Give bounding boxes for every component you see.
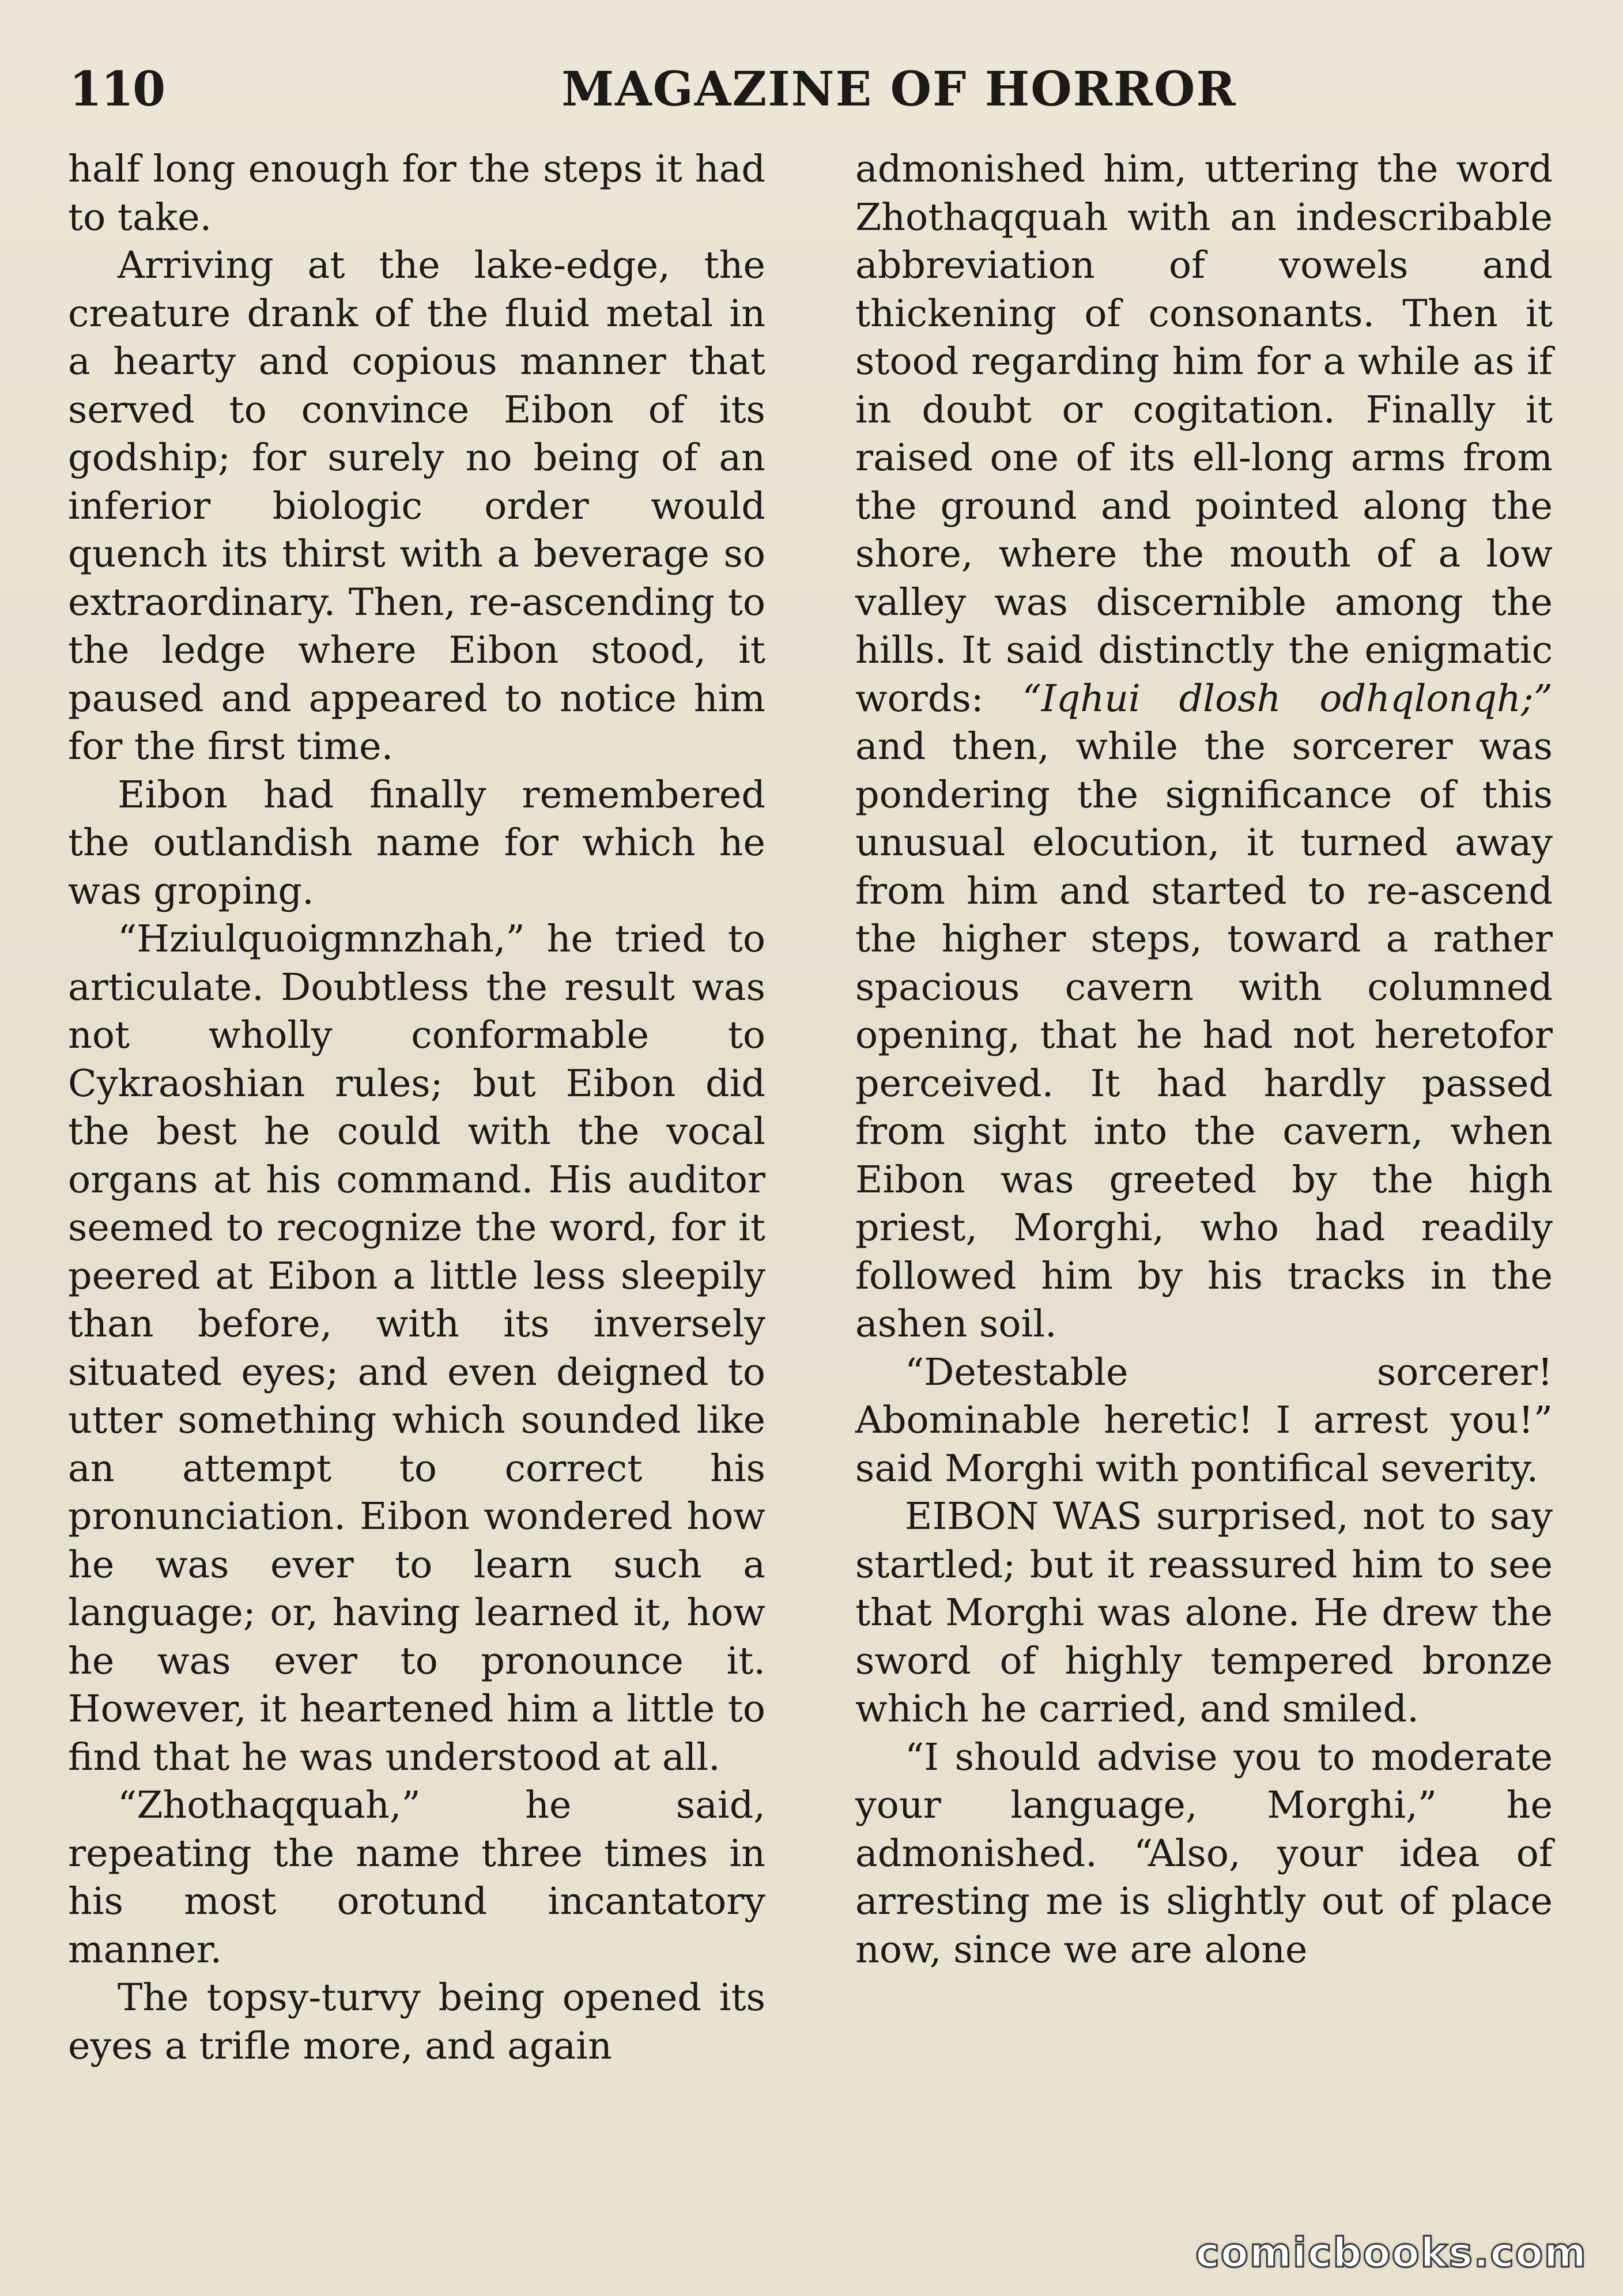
paragraph-text: admonished him, uttering the word Zhothaqquah with an indescribable abbreviation of vowels and thickening of consonants. Then it stood regarding him for a while as if in doubt or cogitation. Finally it raised one of its ell-long arms from the ground and pointed along the shore, where the mouth of a low valley was discernible among the hills. It said distinctly the enigmatic words: xyxy=(855,148,1553,720)
paragraph: “Detestable sorcerer! Abominable heretic! I arrest you!” said Morghi with pontifical severity. xyxy=(855,1350,1553,1490)
section-paragraph: EIBON WAS surprised, not to say startled; but it reassured him to see that Morghi was alone. He drew the sword of highly tempered bronze which he carried, and smiled. xyxy=(855,1495,1553,1731)
paragraph: “I should advise you to moderate your language, Morghi,” he admonished. “Also, your idea of arresting me is slightly out of place now, since we are alone xyxy=(855,1735,1553,1972)
enigmatic-words: “Iqhui dlosh odhqlonqh;” xyxy=(1022,677,1553,720)
paragraph xyxy=(855,145,1553,1349)
left-column xyxy=(68,145,765,2070)
running-head xyxy=(69,52,1550,127)
page-number: 110 xyxy=(69,62,165,117)
paragraph-text: and then, while the sorcerer was pondering the significance of this unusual elocution, it turned away from him and started to re-ascend the higher steps, toward a rather spacious cavern with columned opening, that he had not heretofor perceived. It had hardly passed from sight into the cavern, when Eibon was greeted by the high priest, Morghi, who had readily followed him by his tracks in the ashen soil. xyxy=(855,725,1553,1346)
paragraph: half long enough for the steps it had to take. xyxy=(68,148,765,239)
paragraph: “Zhothaqquah,” he said, repeating the name three times in his most orotund incantatory manner. xyxy=(68,1784,765,1972)
paragraph: Arriving at the lake-edge, the creature drank of the fluid metal in a hearty and copious manner that served to convince Eibon of its godship; for surely no being of an inferior biologic order would quench its thirst with a beverage so extraordinary. Then, re-ascending to the ledge where Eibon stood, it paused and appeared to notice him for the first time. xyxy=(68,244,765,768)
right-column xyxy=(855,145,1553,1974)
paragraph: Eibon had finally remembered the outlandish name for which he was groping. xyxy=(68,773,765,913)
watermark: comicbooks.com xyxy=(1195,2229,1587,2276)
paragraph: “Hziulquoigmnzhah,” he tried to articulate. Doubtless the result was not wholly conformable to Cykraoshian rules; but Eibon did the best he could with the vocal organs at his command. His auditor seemed to recognize the word, for it peered at Eibon a little less sleepily than before, with its inversely situated eyes; and even deigned to utter something which sounded like an attempt to correct his pronunciation. Eibon wondered how he was ever to learn such a language; or, having learned it, how he was ever to pronounce it. However, it heartened him a little to find that he was understood at all. xyxy=(68,917,765,1779)
paragraph: The topsy-turvy being opened its eyes a trifle more, and again xyxy=(68,1976,765,2068)
magazine-title: MAGAZINE OF HORROR xyxy=(561,62,1237,117)
